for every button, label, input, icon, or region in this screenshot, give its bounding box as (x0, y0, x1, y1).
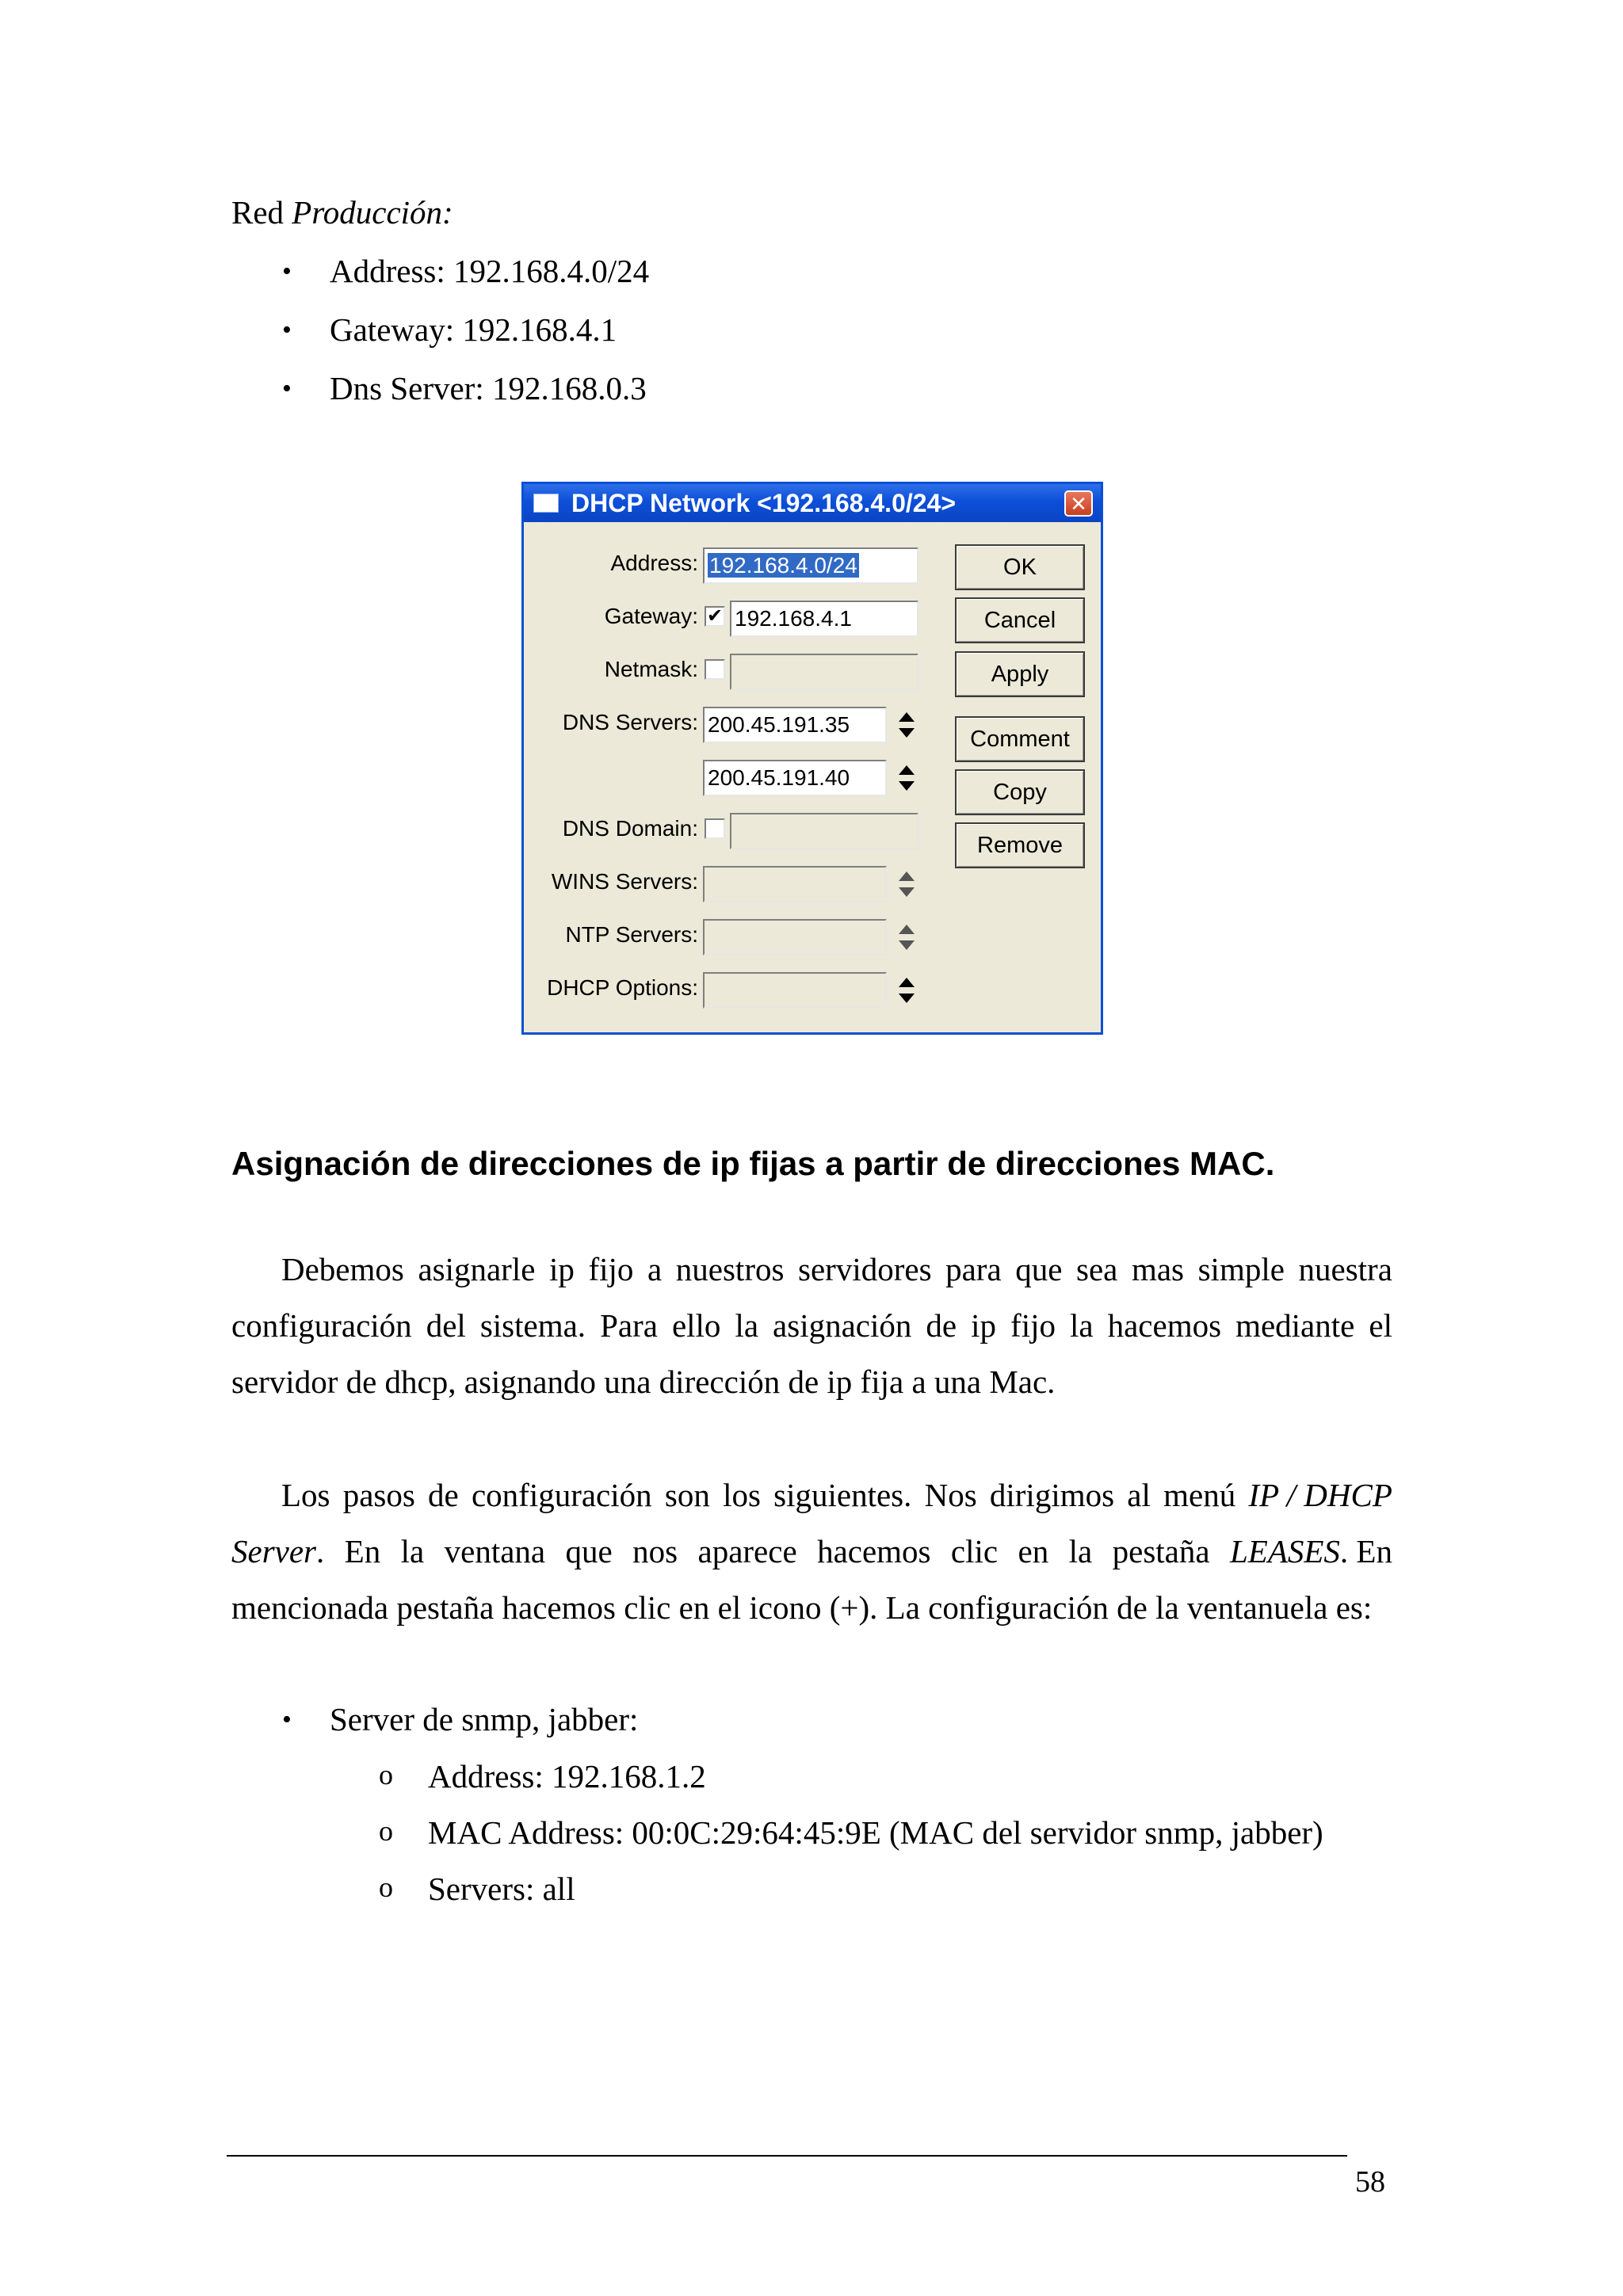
sub-list-item: Address: 192.168.1.2 (428, 1758, 706, 1794)
para1-line3: servidor de dhcp, asignando una dirección de ip fija a una Mac. (231, 1363, 1056, 1400)
word: menú (1163, 1477, 1236, 1513)
bullet-dot: • (282, 1705, 292, 1734)
circle-bullet: o (379, 1871, 393, 1903)
word: la (1068, 1533, 1093, 1569)
wins-servers-field[interactable] (703, 866, 887, 902)
word: los (723, 1477, 761, 1513)
word: a (647, 1251, 663, 1287)
word: siguientes. (773, 1477, 912, 1513)
word: ello (671, 1307, 721, 1344)
bullet-dot: • (282, 374, 292, 403)
dns-domain-label: DNS Domain: (562, 816, 698, 841)
dialog-title: DHCP Network <192.168.4.0/24> (571, 489, 957, 517)
page-number: 58 (1355, 2165, 1385, 2199)
word: hacemos (1107, 1307, 1222, 1344)
gateway-field[interactable] (730, 601, 918, 637)
footer-rule (227, 2155, 1347, 2157)
word (231, 1535, 324, 1568)
para2-line1 (281, 1479, 1392, 1512)
ok-button[interactable]: OK (955, 544, 1085, 590)
updown-arrow-icon[interactable] (896, 976, 917, 1005)
word: asignación (773, 1307, 912, 1344)
word: simple (1197, 1251, 1285, 1287)
dns-server-1-field[interactable] (703, 707, 887, 743)
word: mas (1131, 1251, 1185, 1287)
word: del (426, 1307, 466, 1344)
word: son (664, 1477, 710, 1513)
dhcp-network-dialog (521, 482, 1103, 1035)
gateway-value: 192.168.4.1 (735, 606, 852, 631)
word: sistema. (479, 1307, 586, 1344)
word: sea (1076, 1251, 1118, 1287)
ntp-servers-field[interactable] (703, 919, 887, 955)
word: ip (549, 1251, 575, 1287)
word: de (428, 1477, 459, 1513)
word: que (565, 1533, 613, 1569)
netmask-label: Netmask: (604, 657, 698, 681)
word: fijo (588, 1251, 634, 1287)
gateway-checkbox[interactable]: ✔ (705, 606, 725, 627)
updown-arrow-icon[interactable] (896, 923, 917, 952)
word: . En (1339, 1533, 1392, 1569)
address-field[interactable] (703, 547, 918, 584)
apply-button[interactable]: Apply (955, 651, 1085, 697)
word: servidores (798, 1251, 932, 1287)
dhcp-options-label: DHCP Options: (547, 975, 698, 1000)
network-label-name: Producción: (292, 194, 453, 231)
word (1230, 1535, 1392, 1568)
bullet-dot: • (282, 257, 292, 286)
word: al (1127, 1477, 1151, 1513)
menu-path: IP / DHCP (1248, 1477, 1392, 1513)
network-label (231, 196, 453, 229)
word: Los (281, 1477, 330, 1513)
circle-bullet: o (379, 1815, 393, 1847)
word: ventana (444, 1533, 546, 1569)
para2-line2 (231, 1535, 1392, 1568)
updown-arrow-icon[interactable] (896, 711, 917, 739)
word: la (1070, 1307, 1094, 1344)
word: Nos (924, 1477, 977, 1513)
word: asignarle (418, 1251, 536, 1287)
ntp-servers-label: NTP Servers: (565, 922, 698, 947)
dns-domain-checkbox[interactable] (705, 818, 725, 839)
word: la (735, 1307, 759, 1344)
dialog-titlebar[interactable] (524, 484, 1101, 522)
address-value: 192.168.4.0/24 (709, 553, 857, 578)
updown-arrow-icon[interactable] (896, 764, 917, 792)
word: Para (600, 1307, 658, 1344)
copy-button[interactable]: Copy (955, 769, 1085, 815)
list-item: Dns Server: 192.168.0.3 (330, 370, 647, 406)
word: en (1018, 1533, 1049, 1569)
word: mediante (1235, 1307, 1355, 1344)
word: aparece (697, 1533, 797, 1569)
circle-bullet: o (379, 1759, 393, 1791)
word: ip (971, 1307, 997, 1344)
list-item: Gateway: 192.168.4.1 (330, 311, 617, 348)
word: pasos (342, 1477, 415, 1513)
list-item: Server de snmp, jabber: (330, 1701, 639, 1737)
word: pestaña (1112, 1533, 1210, 1569)
word: para (945, 1251, 1002, 1287)
tab-name: LEASES (1229, 1533, 1340, 1569)
sub-list-item: MAC Address: 00:0C:29:64:45:9E (MAC del servidor snmp, jabber) (428, 1814, 1323, 1851)
dns-server-2-field[interactable] (703, 760, 887, 796)
dns-domain-field[interactable] (730, 813, 918, 849)
gateway-label: Gateway: (604, 604, 698, 628)
word: el (1369, 1307, 1392, 1344)
updown-arrow-icon[interactable] (896, 870, 917, 898)
para1-line2 (231, 1307, 1392, 1344)
dns-servers-label: DNS Servers: (562, 710, 698, 734)
word: configuración (231, 1307, 412, 1344)
word: configuración (471, 1477, 652, 1513)
word: la (400, 1533, 425, 1569)
word: fijo (1010, 1307, 1056, 1344)
list-item: Address: 192.168.4.0/24 (330, 253, 650, 289)
sub-list-item: Servers: all (428, 1871, 575, 1907)
comment-button[interactable]: Comment (955, 716, 1085, 762)
dns-server-1-value: 200.45.191.35 (708, 712, 850, 737)
word: nuestros (675, 1251, 785, 1287)
remove-button[interactable]: Remove (955, 822, 1085, 868)
word: nos (632, 1533, 678, 1569)
wins-servers-label: WINS Servers: (551, 869, 698, 894)
dns-server-2-value: 200.45.191.40 (708, 765, 850, 790)
para2-line3: mencionada pestaña hacemos clic en el icono (+). La configuración de la ventanuela es: (231, 1589, 1373, 1626)
dhcp-options-field[interactable] (703, 972, 887, 1009)
word: nuestra (1298, 1251, 1392, 1287)
network-label-prefix: Red (231, 194, 292, 231)
close-icon[interactable]: ✕ (1064, 490, 1093, 517)
word: dirigimos (989, 1477, 1115, 1513)
word: de (926, 1307, 957, 1344)
bullet-dot: • (282, 315, 292, 345)
cancel-button[interactable]: Cancel (955, 597, 1085, 643)
section-heading: Asignación de direcciones de ip fijas a partir de direcciones MAC. (231, 1145, 1275, 1182)
word: En (344, 1533, 381, 1569)
para1-line1 (281, 1253, 1392, 1286)
window-icon (533, 494, 559, 513)
netmask-checkbox[interactable] (705, 659, 725, 680)
word: Debemos (281, 1251, 404, 1287)
word: clic (950, 1533, 999, 1569)
word: que (1015, 1251, 1063, 1287)
word: hacemos (817, 1533, 931, 1569)
menu-path-end: Server (231, 1533, 317, 1569)
punctuation: . (316, 1533, 325, 1569)
netmask-field[interactable] (730, 654, 918, 690)
address-label: Address: (610, 551, 698, 575)
